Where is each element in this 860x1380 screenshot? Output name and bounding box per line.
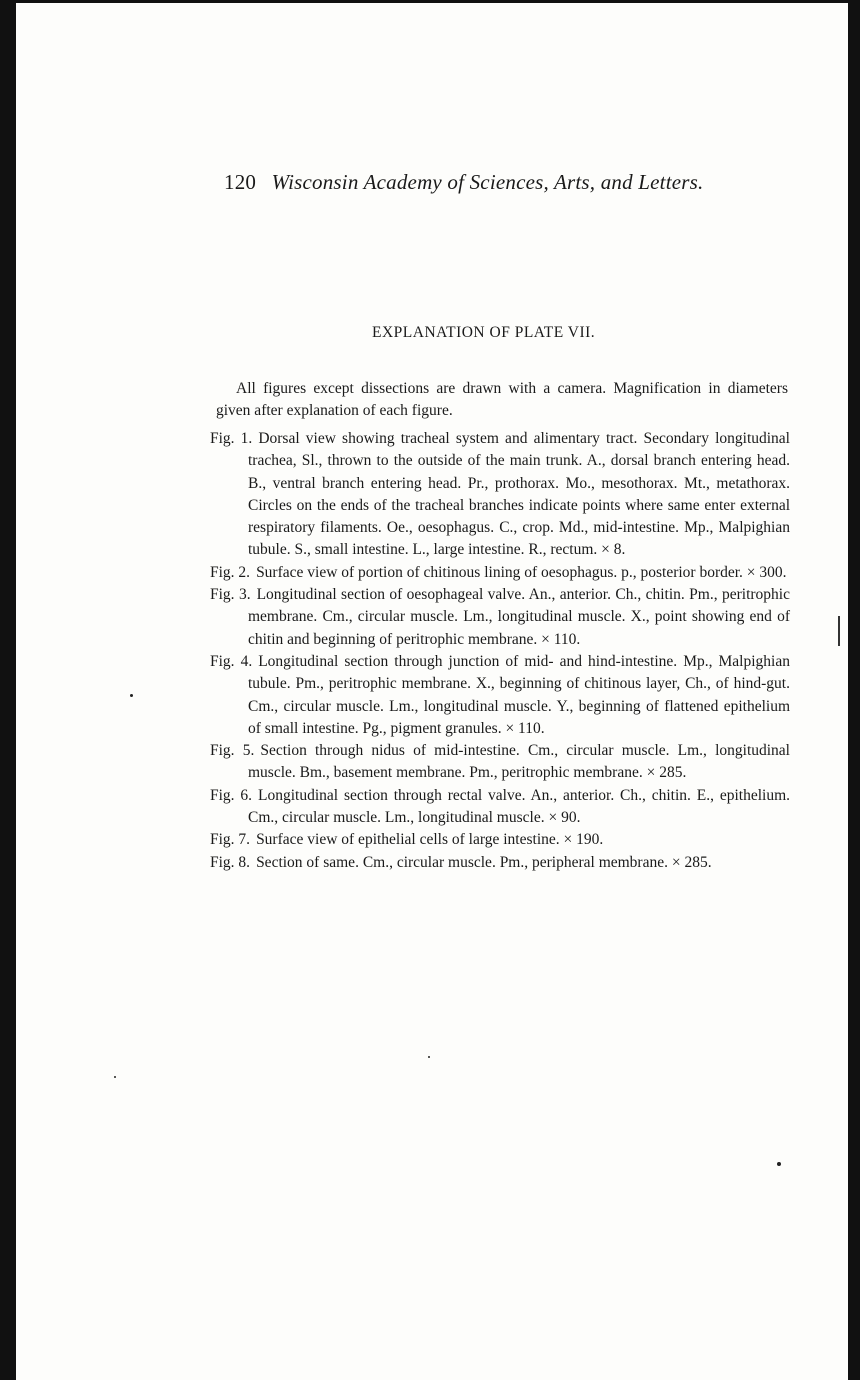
figure-description: Section through nidus of mid-intestine. Cm., circular muscle. Lm., longitudinal muscle. Bm., basement membrane. Pm., peritrophic membrane. × 285. <box>248 742 790 782</box>
scan-speck <box>114 1076 116 1078</box>
figure-label: Fig. 6. <box>210 786 253 804</box>
running-head <box>224 170 754 195</box>
figure-description: Section of same. Cm., circular muscle. Pm., peripheral membrane. × 285. <box>256 853 712 871</box>
scan-speck <box>130 694 133 697</box>
figure-label: Fig. 2. <box>210 563 251 581</box>
figure-label: Fig. 4. <box>210 652 253 670</box>
figure-entry <box>210 740 790 785</box>
figure-entry <box>210 562 790 584</box>
figure-description: Surface view of portion of chitinous lining of oesophagus. p., posterior border. × 300. <box>256 563 787 581</box>
figure-label: Fig. 5. <box>210 742 255 760</box>
figure-description: Surface view of epithelial cells of large intestine. × 190. <box>256 831 604 849</box>
scan-speck <box>777 1162 781 1166</box>
figure-description: Longitudinal section through junction of mid- and hind-intestine. Mp., Malpighian tubule. Pm., peritrophic membrane. X., beginning of chitinous layer, Ch., of hind-gut. Cm., circular muscle. Lm., longitudinal muscle. Y., beginning of flattened epithelium of small intestine. Pg., pigment granules. × 110. <box>248 652 790 737</box>
figure-label: Fig. 7. <box>210 831 251 849</box>
figure-list <box>210 428 790 874</box>
figure-label: Fig. 8. <box>210 853 251 871</box>
plate-intro: All figures except dissections are drawn with a camera. Magnification in diameters given after explanation of each figure. <box>216 379 788 419</box>
figure-entry <box>210 584 790 651</box>
scan-speck <box>428 1056 430 1058</box>
scan-border-right <box>848 0 860 1380</box>
figure-description: Dorsal view showing tracheal system and alimentary tract. Secondary longitudinal trachea, Sl., thrown to the outside of the main trunk. A., dorsal branch entering head. B., ventral branch entering head. Pr., prothorax. Mo., mesothorax. Mt., metathorax. Circles on the ends of the tracheal branches indicate points where same enter external respiratory filaments. Oe., oesophagus. C., crop. Md., mid-intestine. Mp., Malpighian tubule. S., small intestine. L., large intestine. R., rectum. × 8. <box>248 430 790 559</box>
scan-edge-mark <box>838 616 844 646</box>
figure-description: Longitudinal section of oesophageal valve. An., anterior. Ch., chitin. Pm., peritrophic membrane. Cm., circular muscle. Lm., longitudinal muscle. X., point showing end of chitin and beginning of peritrophic membrane. × 110. <box>248 586 790 648</box>
figure-entry <box>210 852 790 874</box>
journal-title: Wisconsin Academy of Sciences, Arts, and Letters. <box>271 170 704 194</box>
figure-entry <box>210 829 790 851</box>
scan-border-left <box>0 0 16 1380</box>
figure-entry <box>210 428 790 562</box>
figure-entry <box>210 651 790 740</box>
plate-title: EXPLANATION OF PLATE VII. <box>372 324 596 341</box>
figure-entry <box>210 785 790 830</box>
page-number: 120 <box>224 170 257 194</box>
figure-description: Longitudinal section through rectal valve. An., anterior. Ch., chitin. E., epithelium. Cm., circular muscle. Lm., longitudinal muscle. × 90. <box>248 786 790 827</box>
figure-label: Fig. 1. <box>210 430 253 447</box>
figure-label: Fig. 3. <box>210 586 251 604</box>
